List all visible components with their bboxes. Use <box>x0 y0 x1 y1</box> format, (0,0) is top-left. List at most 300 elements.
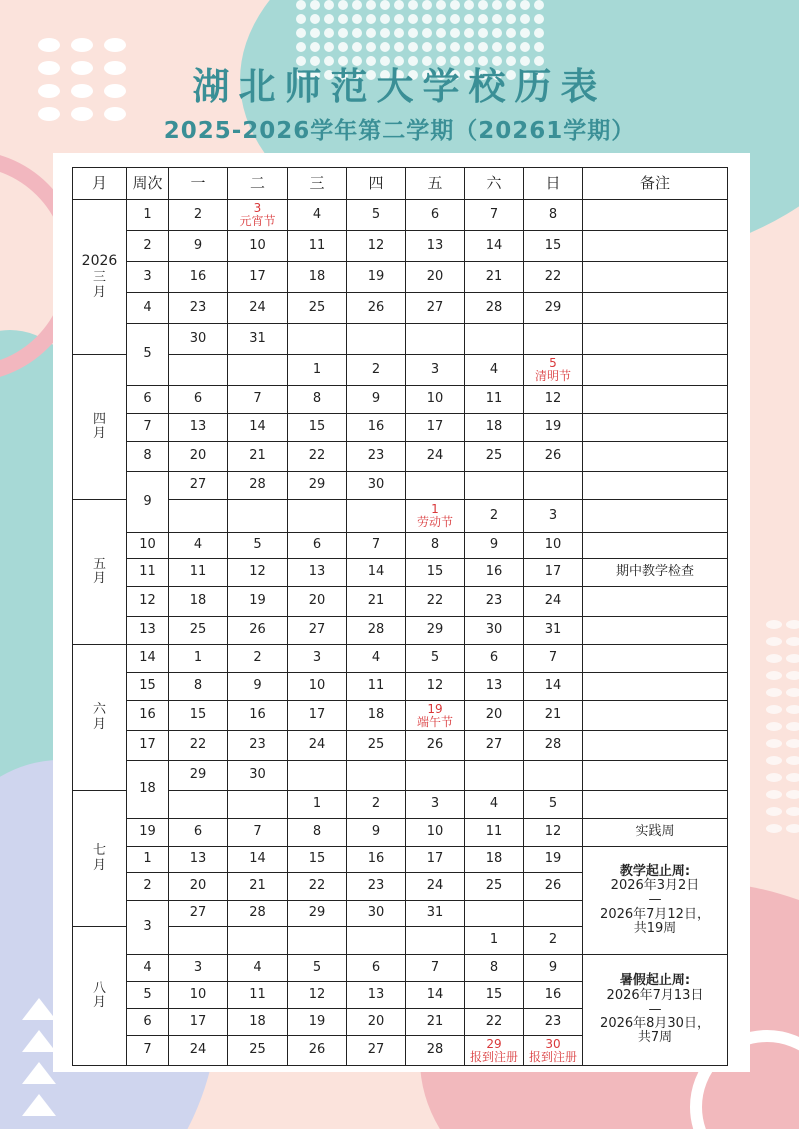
day-cell: 4 <box>465 355 524 386</box>
day-cell: 9 <box>465 533 524 559</box>
bg-dot <box>450 0 460 10</box>
day-cell: 11 <box>228 982 288 1009</box>
bg-dot <box>394 0 404 10</box>
day-cell: 6 <box>288 533 347 559</box>
day-cell: 19 <box>524 414 583 442</box>
bg-dot <box>506 0 516 10</box>
week-number: 6 <box>127 1009 169 1036</box>
day-cell: 27 <box>169 472 228 500</box>
day-cell: 5 <box>524 791 583 819</box>
bg-dot <box>766 654 782 663</box>
remarks-cell <box>583 200 728 231</box>
bg-dot <box>766 790 782 799</box>
holiday-date: 1 <box>431 502 439 517</box>
bg-dot <box>436 42 446 52</box>
day-cell: 29 <box>288 901 347 927</box>
day-cell: 24 <box>288 731 347 761</box>
day-cell: 2 <box>524 927 583 955</box>
day-cell <box>406 927 465 955</box>
table-row <box>73 472 728 500</box>
day-cell <box>524 324 583 355</box>
table-row <box>73 701 728 731</box>
month-name: 八月 <box>92 980 106 1010</box>
day-cell: 9 <box>524 955 583 982</box>
bg-dot <box>352 42 362 52</box>
bg-dot <box>492 0 502 10</box>
table-row <box>73 200 728 231</box>
day-cell: 17 <box>169 1009 228 1036</box>
bg-dot <box>296 0 306 10</box>
day-cell: 27 <box>288 617 347 645</box>
month-name: 三月 <box>92 270 106 300</box>
day-cell: 12 <box>347 231 406 262</box>
day-cell: 26 <box>347 293 406 324</box>
table-row <box>73 791 728 819</box>
bg-dot <box>786 824 799 833</box>
bg-dot <box>766 807 782 816</box>
remarks-cell <box>583 617 728 645</box>
day-cell: 2 <box>465 500 524 533</box>
day-cell: 11 <box>169 559 228 587</box>
day-cell: 10 <box>288 673 347 701</box>
day-cell: 17 <box>288 701 347 731</box>
month-name: 四月 <box>92 411 106 441</box>
week-number: 14 <box>127 645 169 673</box>
bg-dot <box>296 28 306 38</box>
month-august <box>73 927 127 1066</box>
week-number: 15 <box>127 673 169 701</box>
day-cell-holiday <box>524 1036 583 1066</box>
bg-dot <box>534 14 544 24</box>
day-cell: 7 <box>228 386 288 414</box>
bg-dot <box>394 28 404 38</box>
day-cell: 21 <box>228 873 288 901</box>
day-cell: 22 <box>524 262 583 293</box>
day-cell <box>406 761 465 791</box>
day-cell: 15 <box>169 701 228 731</box>
bg-dot <box>422 14 432 24</box>
week-number: 16 <box>127 701 169 731</box>
table-row <box>73 955 728 982</box>
day-cell: 1 <box>288 791 347 819</box>
day-cell: 9 <box>169 231 228 262</box>
bg-dot <box>478 42 488 52</box>
day-cell: 24 <box>524 587 583 617</box>
day-cell <box>347 761 406 791</box>
day-cell <box>347 927 406 955</box>
week-number: 9 <box>127 472 169 533</box>
month-march <box>73 200 127 355</box>
bg-dot <box>338 28 348 38</box>
bg-dot <box>450 28 460 38</box>
bg-dot <box>786 671 799 680</box>
day-cell: 26 <box>288 1036 347 1066</box>
day-cell: 12 <box>406 673 465 701</box>
week-number: 4 <box>127 293 169 324</box>
day-cell: 19 <box>347 262 406 293</box>
month-july <box>73 791 127 927</box>
bg-dot <box>786 739 799 748</box>
day-cell: 13 <box>347 982 406 1009</box>
table-row <box>73 559 728 587</box>
header-thu: 四 <box>347 168 406 200</box>
day-cell: 11 <box>465 386 524 414</box>
day-cell: 14 <box>228 847 288 873</box>
bg-dot <box>366 42 376 52</box>
day-cell: 30 <box>169 324 228 355</box>
day-cell: 26 <box>524 873 583 901</box>
bg-dot <box>766 688 782 697</box>
day-cell: 25 <box>288 293 347 324</box>
bg-dot <box>766 824 782 833</box>
day-cell: 12 <box>524 819 583 847</box>
day-cell <box>465 472 524 500</box>
bg-dot <box>422 42 432 52</box>
bg-dot <box>296 14 306 24</box>
remark-midterm: 期中教学检查 <box>583 559 728 587</box>
day-cell-holiday <box>406 701 465 731</box>
bg-dot <box>436 28 446 38</box>
week-number: 5 <box>127 982 169 1009</box>
day-cell <box>524 761 583 791</box>
bg-dot <box>520 14 530 24</box>
day-cell: 25 <box>228 1036 288 1066</box>
remarks-cell <box>583 791 728 819</box>
holiday-date: 19 <box>427 701 443 716</box>
day-cell: 15 <box>288 847 347 873</box>
day-cell: 15 <box>524 231 583 262</box>
remarks-cell <box>583 293 728 324</box>
day-cell: 10 <box>169 982 228 1009</box>
bg-dot <box>450 42 460 52</box>
remarks-cell <box>583 761 728 791</box>
remark-practice: 实践周 <box>583 819 728 847</box>
day-cell: 16 <box>347 414 406 442</box>
day-cell: 28 <box>228 901 288 927</box>
month-june <box>73 645 127 791</box>
week-number: 13 <box>127 617 169 645</box>
bg-dot <box>464 14 474 24</box>
header-month: 月 <box>73 168 127 200</box>
bg-dot <box>310 42 320 52</box>
bg-dot <box>786 654 799 663</box>
day-cell: 29 <box>524 293 583 324</box>
day-cell: 20 <box>347 1009 406 1036</box>
table-row <box>73 500 728 533</box>
day-cell <box>288 500 347 533</box>
day-cell <box>465 901 524 927</box>
day-cell: 6 <box>465 645 524 673</box>
remarks-cell <box>583 731 728 761</box>
bg-dot <box>380 28 390 38</box>
bg-dot <box>786 637 799 646</box>
day-cell: 18 <box>288 262 347 293</box>
day-cell: 3 <box>169 955 228 982</box>
bg-dot <box>766 671 782 680</box>
table-row <box>73 324 728 355</box>
day-cell: 8 <box>288 819 347 847</box>
header-sat: 六 <box>465 168 524 200</box>
holiday-date: 5 <box>549 356 557 371</box>
day-cell: 31 <box>228 324 288 355</box>
day-cell: 20 <box>169 442 228 472</box>
month-name: 七月 <box>92 843 106 873</box>
day-cell: 7 <box>347 533 406 559</box>
bg-dot <box>786 790 799 799</box>
day-cell <box>347 500 406 533</box>
day-cell: 20 <box>465 701 524 731</box>
teaching-total: 共19周 <box>633 920 677 936</box>
remarks-cell <box>583 533 728 559</box>
bg-dot <box>786 705 799 714</box>
week-number: 11 <box>127 559 169 587</box>
day-cell: 24 <box>406 442 465 472</box>
header-sun: 日 <box>524 168 583 200</box>
bg-dot <box>766 637 782 646</box>
bg-dot <box>492 42 502 52</box>
day-cell: 22 <box>169 731 228 761</box>
month-may <box>73 500 127 645</box>
day-cell: 26 <box>406 731 465 761</box>
bg-dot <box>352 14 362 24</box>
bg-dot <box>478 0 488 10</box>
header-week: 周次 <box>127 168 169 200</box>
day-cell: 20 <box>288 587 347 617</box>
bg-dot <box>766 722 782 731</box>
bg-dot <box>786 722 799 731</box>
week-number: 6 <box>127 386 169 414</box>
day-cell <box>288 761 347 791</box>
day-cell: 18 <box>228 1009 288 1036</box>
day-cell: 31 <box>406 901 465 927</box>
bg-dot <box>464 0 474 10</box>
week-number: 1 <box>127 200 169 231</box>
bg-dot <box>324 0 334 10</box>
day-cell: 14 <box>524 673 583 701</box>
day-cell: 3 <box>406 355 465 386</box>
day-cell: 3 <box>288 645 347 673</box>
day-cell: 17 <box>406 414 465 442</box>
bg-dot <box>786 620 799 629</box>
teaching-end: 2026年7月12日， <box>600 906 710 922</box>
bg-dot <box>38 38 60 52</box>
table-row <box>73 847 728 873</box>
day-cell: 3 <box>524 500 583 533</box>
day-cell: 2 <box>228 645 288 673</box>
day-cell: 4 <box>169 533 228 559</box>
day-cell: 18 <box>347 701 406 731</box>
day-cell: 23 <box>465 587 524 617</box>
day-cell <box>169 791 228 819</box>
day-cell <box>524 901 583 927</box>
day-cell <box>347 324 406 355</box>
day-cell: 8 <box>288 386 347 414</box>
day-cell: 22 <box>406 587 465 617</box>
day-cell: 21 <box>524 701 583 731</box>
day-cell <box>406 472 465 500</box>
day-cell: 17 <box>524 559 583 587</box>
day-cell: 9 <box>347 386 406 414</box>
bg-dot <box>464 28 474 38</box>
day-cell: 11 <box>288 231 347 262</box>
week-number: 2 <box>127 231 169 262</box>
month-april <box>73 355 127 500</box>
remarks-cell <box>583 500 728 533</box>
day-cell: 2 <box>347 355 406 386</box>
day-cell: 13 <box>465 673 524 701</box>
table-row <box>73 293 728 324</box>
bg-dots-right <box>766 620 799 833</box>
day-cell: 2 <box>347 791 406 819</box>
bg-dot <box>366 0 376 10</box>
holiday-date: 3 <box>253 201 262 216</box>
day-cell: 12 <box>288 982 347 1009</box>
remarks-cell <box>583 231 728 262</box>
bg-dot <box>380 42 390 52</box>
bg-dot <box>296 42 306 52</box>
bg-dot <box>478 28 488 38</box>
header-wed: 三 <box>288 168 347 200</box>
day-cell <box>169 927 228 955</box>
day-cell: 4 <box>288 200 347 231</box>
week-number: 7 <box>127 1036 169 1066</box>
bg-dot <box>464 42 474 52</box>
day-cell: 17 <box>228 262 288 293</box>
day-cell: 21 <box>228 442 288 472</box>
table-row <box>73 761 728 791</box>
day-cell: 19 <box>288 1009 347 1036</box>
day-cell <box>288 324 347 355</box>
day-cell: 2 <box>169 200 228 231</box>
remarks-cell <box>583 587 728 617</box>
bg-dot <box>506 42 516 52</box>
day-cell: 18 <box>465 414 524 442</box>
bg-dot <box>71 38 93 52</box>
day-cell: 3 <box>406 791 465 819</box>
bg-dot <box>534 0 544 10</box>
week-number: 2 <box>127 873 169 901</box>
bg-dot <box>380 0 390 10</box>
day-cell: 28 <box>347 617 406 645</box>
day-cell: 29 <box>169 761 228 791</box>
header-tue: 二 <box>228 168 288 200</box>
day-cell: 14 <box>406 982 465 1009</box>
day-cell: 10 <box>406 819 465 847</box>
day-cell: 7 <box>465 200 524 231</box>
bg-dot <box>366 28 376 38</box>
week-number: 1 <box>127 847 169 873</box>
month-name: 六月 <box>92 702 106 732</box>
bg-dot <box>394 42 404 52</box>
table-row <box>73 533 728 559</box>
day-cell: 27 <box>169 901 228 927</box>
day-cell: 29 <box>406 617 465 645</box>
day-cell: 8 <box>169 673 228 701</box>
bg-dot <box>786 807 799 816</box>
header-fri: 五 <box>406 168 465 200</box>
day-cell: 16 <box>169 262 228 293</box>
day-cell: 8 <box>465 955 524 982</box>
bg-dot <box>766 739 782 748</box>
week-number: 5 <box>127 324 169 386</box>
day-cell: 25 <box>465 442 524 472</box>
day-cell <box>228 500 288 533</box>
day-cell: 30 <box>347 472 406 500</box>
day-cell: 10 <box>228 231 288 262</box>
bg-dot <box>408 0 418 10</box>
week-number: 7 <box>127 414 169 442</box>
day-cell: 5 <box>288 955 347 982</box>
day-cell: 8 <box>406 533 465 559</box>
day-cell: 25 <box>465 873 524 901</box>
day-cell: 16 <box>347 847 406 873</box>
holiday-label: 报到注册 <box>469 1049 518 1064</box>
day-cell: 1 <box>288 355 347 386</box>
day-cell: 23 <box>228 731 288 761</box>
day-cell: 19 <box>524 847 583 873</box>
day-cell: 13 <box>288 559 347 587</box>
bg-dot <box>786 773 799 782</box>
day-cell: 19 <box>228 587 288 617</box>
bg-dot <box>506 14 516 24</box>
remarks-cell <box>583 645 728 673</box>
day-cell: 21 <box>347 587 406 617</box>
table-row <box>73 673 728 701</box>
teaching-start: 2026年3月2日 <box>610 878 700 894</box>
bg-dot <box>338 14 348 24</box>
remarks-cell <box>583 262 728 293</box>
day-cell: 6 <box>347 955 406 982</box>
holiday-date: 30 <box>545 1036 561 1051</box>
bg-dot <box>436 14 446 24</box>
week-number: 17 <box>127 731 169 761</box>
day-cell: 6 <box>169 819 228 847</box>
vacation-title: 暑假起止周: <box>619 973 691 989</box>
day-cell: 24 <box>406 873 465 901</box>
day-cell: 12 <box>228 559 288 587</box>
bg-dot <box>450 14 460 24</box>
bg-dot <box>534 28 544 38</box>
day-cell: 15 <box>288 414 347 442</box>
day-cell: 13 <box>169 414 228 442</box>
week-number: 19 <box>127 819 169 847</box>
decor-triangle <box>22 1062 56 1084</box>
holiday-date: 29 <box>486 1036 502 1051</box>
remarks-cell <box>583 673 728 701</box>
bg-dot <box>338 42 348 52</box>
day-cell-holiday <box>465 1036 524 1066</box>
day-cell: 10 <box>524 533 583 559</box>
table-row <box>73 355 728 386</box>
table-row <box>73 231 728 262</box>
day-cell: 14 <box>228 414 288 442</box>
day-cell <box>169 500 228 533</box>
bg-dot <box>766 620 782 629</box>
day-cell: 13 <box>169 847 228 873</box>
day-cell: 30 <box>228 761 288 791</box>
bg-dot <box>766 705 782 714</box>
bg-dot <box>310 28 320 38</box>
decor-triangle <box>22 1030 56 1052</box>
bg-dot <box>104 38 126 52</box>
day-cell: 21 <box>406 1009 465 1036</box>
day-cell: 22 <box>465 1009 524 1036</box>
day-cell: 29 <box>288 472 347 500</box>
day-cell: 6 <box>406 200 465 231</box>
bg-dot <box>436 0 446 10</box>
header-remarks: 备注 <box>583 168 728 200</box>
holiday-label: 元宵节 <box>239 214 276 228</box>
